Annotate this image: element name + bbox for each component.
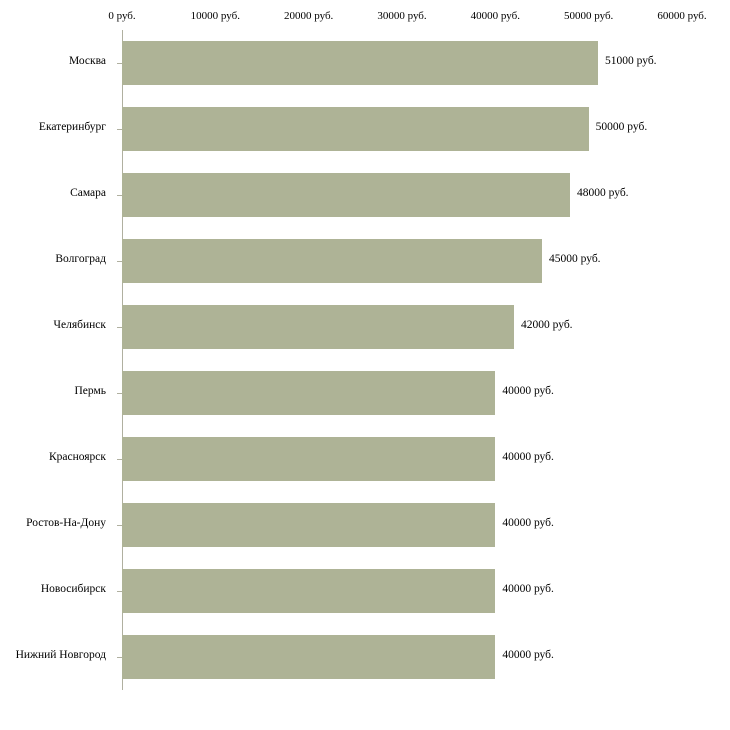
y-tick-mark [117, 261, 122, 262]
category-label: Волгоград [55, 253, 106, 265]
y-tick-mark [117, 525, 122, 526]
bar-value-label: 40000 руб. [502, 649, 554, 661]
bar[interactable] [122, 107, 589, 151]
x-tick-label: 40000 руб. [470, 10, 520, 22]
x-tick-label: 50000 руб. [564, 10, 614, 22]
category-label: Новосибирск [40, 583, 106, 595]
x-tick-label: 0 руб. [108, 10, 136, 22]
category-label: Красноярск [48, 451, 106, 463]
y-tick-mark [117, 63, 122, 64]
bar-value-label: 40000 руб. [502, 385, 554, 397]
bar[interactable] [122, 305, 514, 349]
bar[interactable] [122, 239, 542, 283]
bar-value-label: 48000 руб. [577, 187, 629, 199]
bar[interactable] [122, 437, 495, 481]
bar[interactable] [122, 503, 495, 547]
bar-value-label: 40000 руб. [502, 517, 554, 529]
y-tick-mark [117, 129, 122, 130]
y-tick-mark [117, 327, 122, 328]
bar-value-label: 50000 руб. [595, 121, 648, 133]
category-label: Самара [70, 187, 106, 199]
bar-value-label: 40000 руб. [502, 583, 554, 595]
x-tick-label: 30000 руб. [377, 10, 427, 22]
y-tick-mark [117, 591, 122, 592]
plot-area [122, 30, 682, 690]
category-label: Нижний Новгород [15, 649, 106, 661]
category-label: Москва [68, 55, 106, 67]
y-tick-mark [117, 195, 122, 196]
bar-value-label: 45000 руб. [549, 253, 601, 265]
x-tick-label: 10000 руб. [190, 10, 240, 22]
x-tick-label: 20000 руб. [284, 10, 334, 22]
y-axis-category-labels [0, 30, 114, 690]
x-tick-label: 60000 руб. [657, 10, 707, 22]
y-tick-mark [117, 657, 122, 658]
bar[interactable] [122, 173, 570, 217]
category-label: Екатеринбург [38, 121, 106, 133]
category-label: Пермь [74, 385, 106, 397]
bar-value-label: 42000 руб. [521, 319, 573, 331]
bar[interactable] [122, 569, 495, 613]
bar-value-label: 40000 руб. [502, 451, 554, 463]
bar[interactable] [122, 41, 598, 85]
bar-value-label: 51000 руб. [605, 55, 657, 67]
bar[interactable] [122, 635, 495, 679]
category-label: Челябинск [53, 319, 106, 331]
category-label: Ростов-На-Дону [26, 517, 106, 529]
y-tick-mark [117, 393, 122, 394]
y-tick-mark [117, 459, 122, 460]
bar[interactable] [122, 371, 495, 415]
